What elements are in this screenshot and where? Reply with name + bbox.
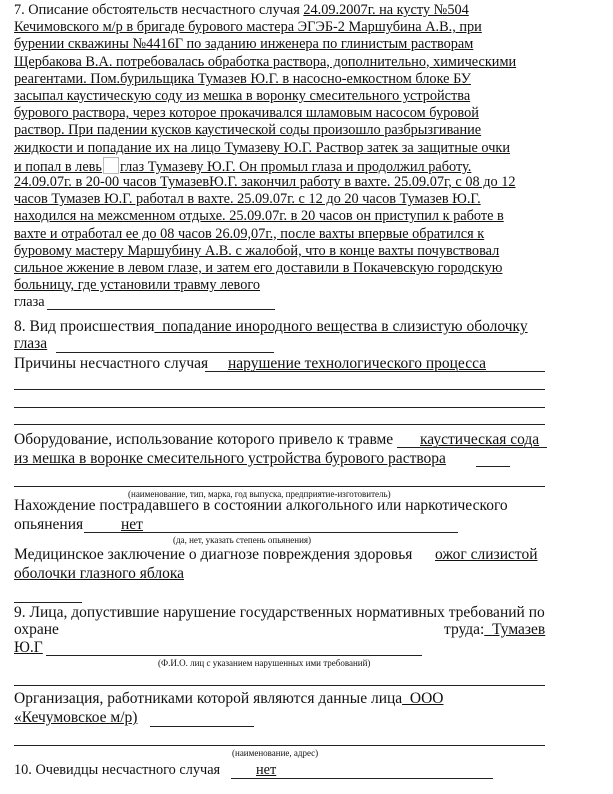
organization-line-2	[14, 709, 137, 726]
description-line	[14, 71, 471, 88]
intoxication-line	[14, 497, 508, 514]
description-text-underlined: раствор. При падении кусков каустической соды произошло разбрызгивание	[14, 122, 482, 139]
intoxication-caption: (да, нет, указать степень опьянения)	[173, 535, 312, 545]
equipment-value-wrap	[420, 431, 539, 448]
responsible-text-2: охране	[14, 621, 59, 638]
description-line	[14, 277, 260, 294]
description-line	[14, 208, 504, 225]
medical-line-2	[14, 565, 184, 582]
description-text-underlined: засыпал каустическую соду из мешка в воронку смесительного устройства	[14, 88, 471, 104]
equipment-line-2	[14, 450, 446, 467]
equipment-line	[14, 431, 393, 448]
description-line	[14, 191, 481, 208]
organization-value-2: «Кечумовское м/р)	[14, 709, 138, 726]
underline-rule	[56, 352, 274, 353]
witnesses-label: 10. Очевидцы несчастного случая	[14, 762, 221, 778]
description-text-underlined: бурового раствора, через которое прокачивался шламовым насосом буровой	[14, 105, 479, 122]
medical-line	[14, 546, 412, 563]
description-text-underlined: часов Тумазев Ю.Г. работал в вахте. 25.09.07г. с 12 до 20 часов Тумазев Ю.Г.	[14, 191, 481, 208]
description-text-underlined: вахте и отработал ее до 08 часов 26.09,07г., после вахты впервые обратился к	[14, 225, 485, 242]
description-line	[14, 157, 471, 176]
witnesses-line	[14, 762, 220, 779]
responsible-line-3	[14, 639, 43, 656]
blank-line	[14, 389, 545, 390]
organization-caption: (наименование, адрес)	[232, 748, 319, 758]
accident-type-line: 8. Вид происшествия​_попадание инородного вещества в слизистую оболочку	[14, 318, 528, 335]
description-text-underlined: глаз Тумазеву Ю.Г. Он промыл глаза и продолжил работу.	[119, 158, 472, 175]
blank-line	[14, 745, 545, 746]
underline-rule	[476, 466, 510, 467]
description-text-underlined: 24.09.2007г. на кусту №504	[303, 2, 469, 18]
intoxication-label: опьянения	[14, 516, 84, 533]
description-text-underlined: Кечимовского м/р в бригаде бурового мастера ЭГЭБ-2 Маршубина А.В., при	[14, 19, 482, 36]
witnesses-value-wrap	[256, 762, 276, 779]
medical-value-2: оболочки глазного яблока	[14, 565, 185, 582]
responsible-line-2-left	[14, 621, 59, 638]
accident-type-label: 8. Вид происшествия	[14, 318, 155, 335]
equipment-value-2: из мешка в воронке смесительного устройства бурового раствора	[14, 450, 446, 467]
description-line	[14, 36, 473, 53]
responsible-line	[14, 604, 545, 621]
description-line	[14, 19, 482, 36]
description-text-underlined: Щербакова В.А. потребовалась обработка раствора, дополнительно, химическими	[14, 53, 517, 70]
equipment-value-1: каустическая сода	[420, 431, 540, 448]
description-text-underlined: жидкости и попадание их на лицо Тумазеву Ю.Г. Раствор затек за защитные очки	[14, 139, 510, 156]
description-line	[14, 88, 470, 105]
underline-rule	[150, 726, 254, 727]
medical-label: Медицинское заключение о диагнозе повреждения здоровья	[14, 546, 413, 563]
redaction-box	[103, 157, 119, 174]
medical-value-1: ожог слизистой	[435, 546, 538, 563]
causes-value-wrap	[228, 355, 486, 372]
description-text: глаза	[14, 294, 45, 311]
blank-line	[14, 602, 82, 603]
responsible-text: 9. Лица, допустившие нарушение государственных нормативных требований по	[14, 604, 545, 621]
accident-type-value: попадание инородного вещества в слизистую оболочку	[162, 318, 528, 335]
description-line	[14, 243, 499, 260]
underline-rule	[47, 309, 275, 310]
underline-rule	[84, 532, 458, 533]
blank-line	[14, 685, 545, 686]
description-text-underlined: находился на межсменном отдыхе. 25.09.07г. в 20 часов он приступил к работе в	[14, 208, 504, 225]
blank-line	[14, 486, 545, 487]
description-line	[14, 226, 484, 243]
responsible-line-2-right: труда:_Тумазев	[444, 621, 546, 638]
equipment-caption: (наименование, тип, марка, год выпуска, предприятие-изготовитель)	[128, 489, 391, 499]
description-line	[14, 260, 502, 277]
description-text-underlined: больницу, где установили травму левого	[14, 277, 261, 294]
responsible-value-1: Тумазев	[492, 621, 546, 638]
responsible-value-2: Ю.Г	[14, 639, 43, 656]
description-text: 7. Описание обстоятельств несчастного случая	[14, 2, 304, 18]
description-text-underlined: бурении скважины №4416Г по заданию инженера по глинистым растворам	[14, 36, 474, 53]
underline-rule	[231, 778, 493, 779]
description-line	[14, 2, 469, 19]
description-text-underlined: буровому мастеру Маршубину А.В. с жалобой, что в конце вахты почувствовал	[14, 242, 500, 259]
accident-type-line-2	[14, 335, 47, 352]
intoxication-value: нет	[121, 516, 143, 533]
witnesses-value: нет	[256, 762, 277, 778]
underline-rule	[397, 447, 547, 448]
blank-line	[14, 407, 545, 408]
description-text-underlined: и попал в левь	[14, 158, 102, 175]
organization-value-1: ООО	[409, 690, 444, 707]
description-line	[14, 122, 481, 139]
responsible-caption: (Ф.И.О. лиц с указанием нарушенных ими требований)	[158, 658, 371, 668]
causes-value: нарушение технологического процесса	[228, 355, 487, 372]
intoxication-value-wrap	[121, 516, 143, 533]
description-line	[14, 294, 45, 311]
equipment-label: Оборудование, использование которого привело к травме	[14, 431, 394, 448]
description-text-underlined: реагентами. Пом.бурильщика Тумазев Ю.Г. в насосно-емкостном блоке БУ	[14, 70, 471, 87]
responsible-label: труда:	[444, 621, 485, 638]
causes-label: Причины несчастного случая	[14, 355, 209, 372]
description-text-underlined: сильное жжение в левом глазе, и затем его доставили в Покачевскую городскую	[14, 260, 503, 276]
organization-label: Организация, работниками которой являются данные лица	[14, 690, 403, 707]
description-text-underlined: 24.09.07г. в 20-00 часов ТумазевЮ.Г. закончил работу в вахте. 25.09.07г, с 08 до 12	[14, 174, 516, 190]
causes-line	[14, 355, 208, 372]
organization-line: Организация, работниками которой являются данные лица_ООО	[14, 690, 444, 707]
blank-line	[14, 424, 545, 425]
underline-rule	[46, 655, 422, 656]
underline-rule	[205, 371, 545, 372]
accident-type-value-2: глаза	[14, 335, 48, 352]
description-line	[14, 174, 516, 191]
intoxication-text: Нахождение пострадавшего в состоянии алкогольного или наркотического	[14, 497, 508, 514]
description-line	[14, 140, 510, 157]
description-line	[14, 54, 516, 71]
medical-value-wrap	[435, 546, 538, 563]
description-line	[14, 105, 479, 122]
intoxication-line-2	[14, 516, 83, 533]
